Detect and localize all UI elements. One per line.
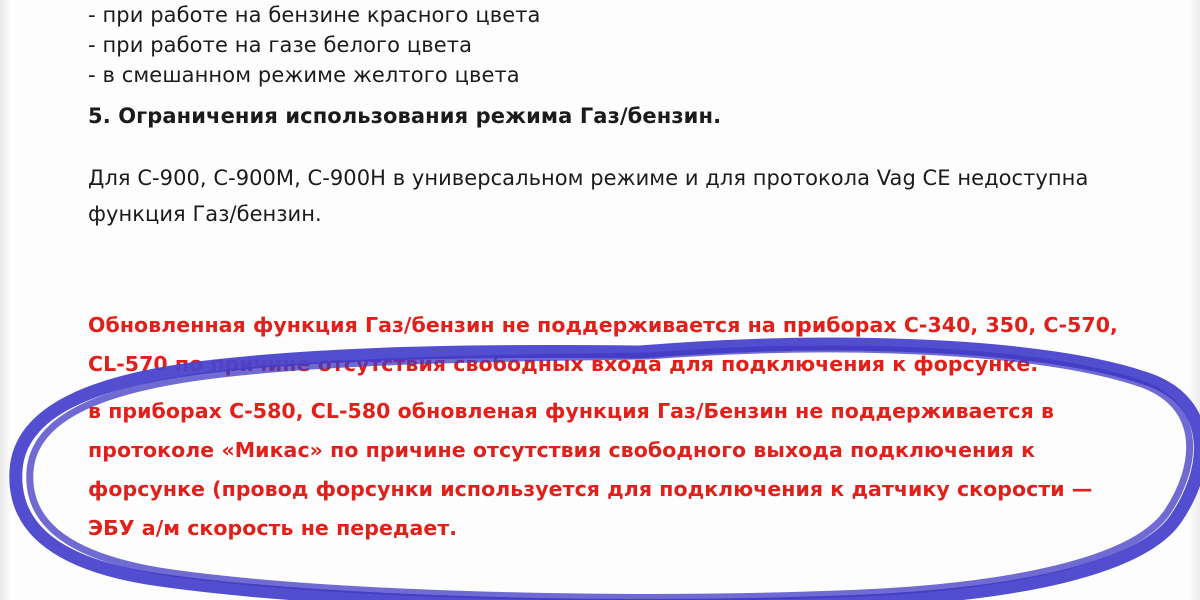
section-heading: 5. Ограничения использования режима Газ/бензин. [88,104,722,128]
warning-paragraph-2: в приборах С-580, CL-580 обновленая функция Газ/Бензин не поддерживается в протоколе «Микас» по причине отсутствия свободного выхода подключения к форсунке (провод форсунки используется для подключения к датчику скорости — ЭБУ а/м скорость не передает. [88,399,1093,540]
list-item: - при работе на газе белого цвета [88,33,473,57]
list-item: - в смешанном режиме желтого цвета [88,63,520,87]
list-item: - при работе на бензине красного цвета [88,3,541,27]
page-edge-left [0,0,10,600]
bullet-list [88,0,1118,90]
body-paragraph: Для С-900, С-900М, С-900Н в универсальном режиме и для протокола Vag CE недоступна функция Газ/бензин. [88,166,1089,226]
page-edge-right [1188,0,1200,600]
warning-paragraph-1: Обновленная функция Газ/бензин не поддерживается на приборах С-340, 350, С-570, CL-570 по причине отсутствия свободных входа для подключения к форсунке. [88,313,1118,376]
